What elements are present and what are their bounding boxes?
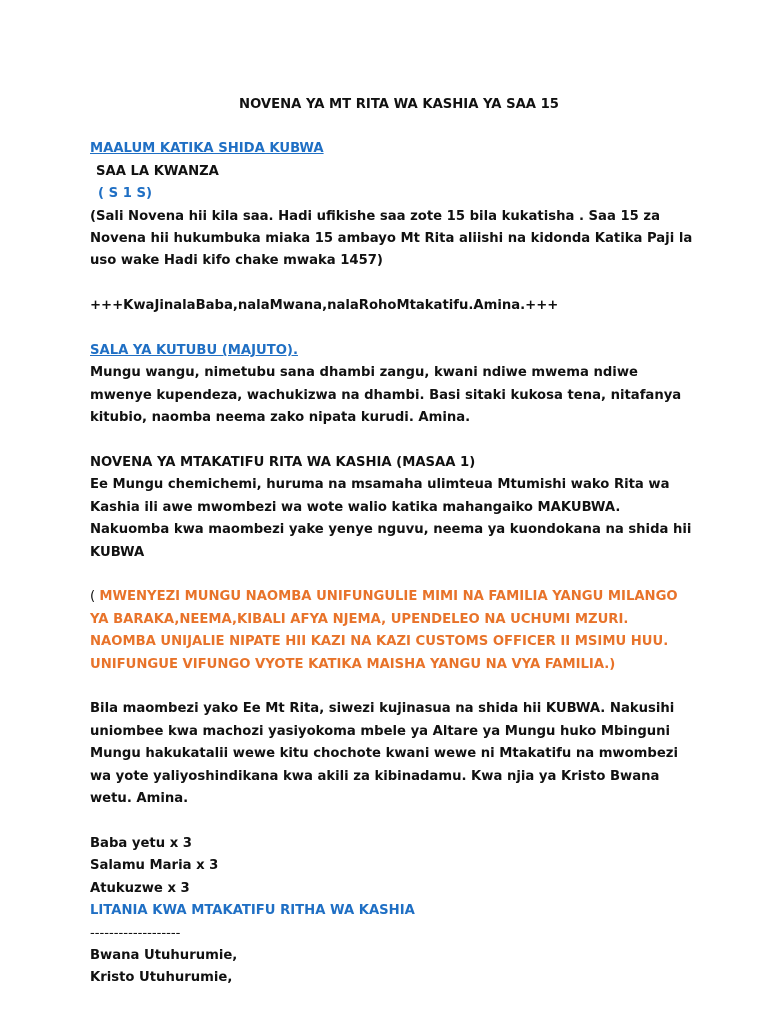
intention-paragraph bbox=[90, 586, 698, 676]
spacer bbox=[90, 811, 698, 833]
litany-line-2: Kristo Utuhurumie, bbox=[90, 970, 233, 986]
spacer bbox=[90, 318, 698, 340]
prayer-baba-yetu: Baba yetu x 3 bbox=[90, 835, 192, 851]
intention-open-paren: ( bbox=[90, 589, 100, 605]
sos-label: ( S 1 S) bbox=[98, 186, 152, 202]
litany-line-1: Bwana Utuhurumie, bbox=[90, 947, 238, 963]
novena-paragraph-1: Ee Mungu chemichemi, huruma na msamaha ulimteua Mtumishi wako Rita wa Kashia ili awe mwombezi wa wote walio katika mahangaiko MAKUBWA. bbox=[90, 477, 670, 515]
spacer bbox=[90, 273, 698, 295]
bila-paragraph-1: Bila maombezi yako Ee Mt Rita, siwezi kujinasua na shida hii KUBWA. Nakusihi uniombee kwa machozi yasiyokoma mbele ya Altare ya Mungu huko Mbinguni bbox=[90, 701, 675, 739]
intention-close-paren: ) bbox=[609, 656, 616, 672]
spacer bbox=[90, 564, 698, 586]
heading-novena: NOVENA YA MTAKATIFU RITA WA KASHIA (MASAA 1) bbox=[90, 455, 476, 471]
contrition-paragraph: Mungu wangu, nimetubu sana dhambi zangu, kwani ndiwe mwema ndiwe mwenye kupendeza, wachukizwa na dhambi. Basi sitaki kukosa tena, nitafanya kitubio, naomba neema zako nipata kurudi. Amina. bbox=[90, 365, 682, 426]
sign-of-cross: +++KwaJinalaBaba,nalaMwana,nalaRohoMtakatifu.Amina.+++ bbox=[90, 298, 559, 314]
heading-maalum: MAALUM KATIKA SHIDA KUBWA bbox=[90, 141, 324, 157]
hour-label: SAA LA KWANZA bbox=[96, 163, 219, 179]
spacer bbox=[90, 430, 698, 452]
prayer-salamu-maria: Salamu Maria x 3 bbox=[90, 858, 219, 874]
prayer-atukuzwe: Atukuzwe x 3 bbox=[90, 880, 190, 896]
document-title: NOVENA YA MT RITA WA KASHIA YA SAA 15 bbox=[239, 97, 559, 112]
divider-line: ------------------- bbox=[90, 925, 181, 941]
intro-paragraph: (Sali Novena hii kila saa. Hadi ufikishe saa zote 15 bila kukatisha . Saa 15 za Novena hii hukumbuka miaka 15 ambayo Mt Rita aliishi na kidonda Katika Paji la uso wake Hadi kifo chake mwaka 1457) bbox=[90, 208, 693, 269]
novena-paragraph-2: Nakuomba kwa maombezi yake yenye nguvu, neema ya kuondokana na shida hii KUBWA bbox=[90, 522, 692, 560]
heading-litania: LITANIA KWA MTAKATIFU RITHA WA KASHIA bbox=[90, 903, 415, 919]
heading-sala-kutubu: SALA YA KUTUBU (MAJUTO). bbox=[90, 343, 298, 359]
bila-paragraph-2: Mungu hakukatalii wewe kitu chochote kwani wewe ni Mtakatifu na mwombezi wa yote yaliyoshindikana kwa akili za kibinadamu. Kwa njia ya Kristo Bwana wetu. Amina. bbox=[90, 746, 678, 807]
spacer bbox=[90, 676, 698, 698]
intention-text: MWENYEZI MUNGU NAOMBA UNIFUNGULIE MIMI NA FAMILIA YANGU MILANGO YA BARAKA,NEEMA,KIBALI AFYA NJEMA, UPENDELEO NA UCHUMI MZURI. NAOMBA UNIJALIE NIPATE HII KAZI NA KAZI CUSTOMS OFFICER II MSIMU HUU. UNIFUNGUE VIFUNGO VYOTE KATIKA MAISHA YANGU NA VYA FAMILIA. bbox=[90, 589, 678, 672]
